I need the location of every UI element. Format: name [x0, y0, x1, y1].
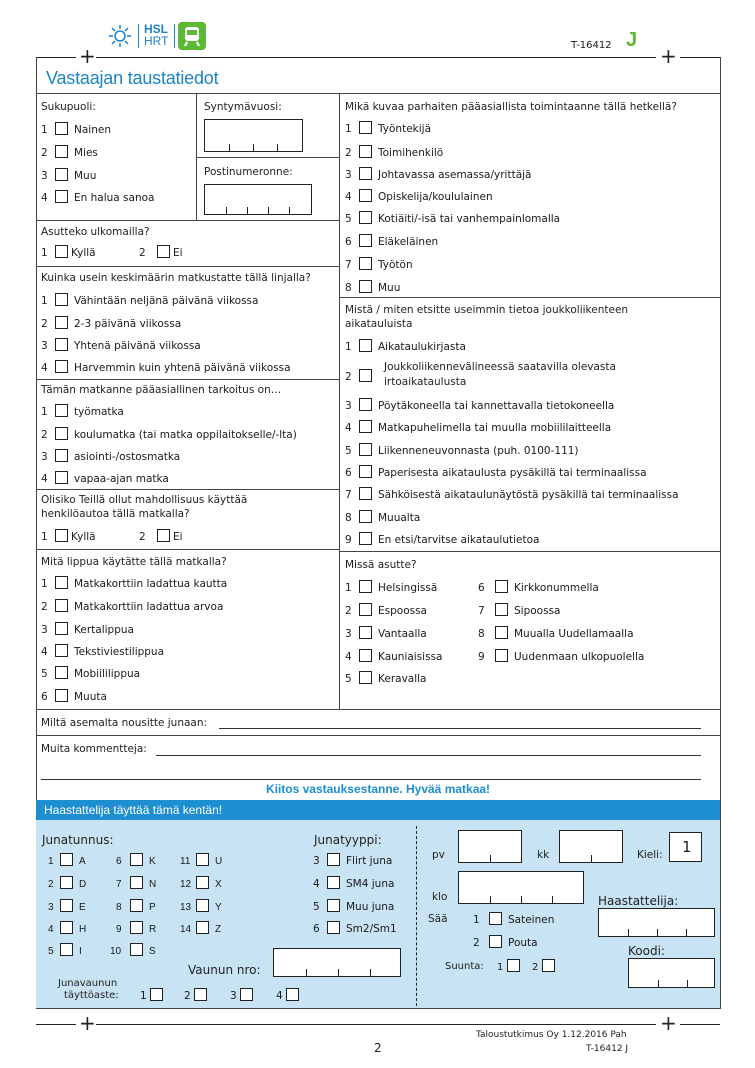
crop-mark: + — [79, 1011, 96, 1035]
direction-option-1[interactable]: 1 — [497, 959, 526, 973]
info-option-2-line2: irtoaikataulusta — [384, 376, 467, 388]
interviewer-label: Haastattelija: — [598, 894, 679, 908]
ticket-option-2[interactable]: 2 Matkakorttiin ladattua arvoa — [41, 601, 224, 613]
activity-option-6[interactable]: 6 Eläkeläinen — [345, 236, 439, 248]
crop-mark: + — [660, 44, 677, 68]
train-type-label: Junatyyppi: — [314, 833, 382, 847]
train-id-7[interactable]: 7 N — [116, 876, 156, 890]
postcode-field[interactable] — [204, 184, 312, 215]
residence-option-7[interactable]: 7 Sipoossa — [478, 605, 561, 617]
residence-option-1[interactable]: 1 Helsingissä — [345, 582, 438, 594]
purpose-option-3[interactable]: 3 asiointi-/ostosmatka — [41, 451, 181, 463]
ticket-option-6[interactable]: 6 Muuta — [41, 691, 107, 703]
frequency-option-1[interactable]: 1 Vähintään neljänä päivänä viikossa — [41, 295, 259, 307]
direction-label: Suunta: — [445, 961, 484, 972]
car-number-label: Vaunun nro: — [188, 963, 261, 977]
car-number-field[interactable] — [273, 948, 401, 977]
car-yes[interactable]: 1 Kyllä — [41, 531, 96, 543]
car-no[interactable]: 2 Ei — [139, 531, 183, 543]
code-label: Koodi: — [628, 944, 665, 958]
gender-question: Sukupuoli: — [41, 101, 96, 113]
car-question-line1: Olisiko Teillä ollut mahdollisuus käyttää — [41, 494, 248, 506]
code-field[interactable] — [628, 958, 715, 988]
activity-option-8[interactable]: 8 Muu — [345, 282, 401, 294]
interviewer-header: Haastattelija täyttää tämä kentän! — [36, 800, 720, 820]
info-option-8[interactable]: 8 Muualta — [345, 512, 421, 524]
gender-option-2[interactable]: 2 Mies — [41, 147, 98, 159]
klo-field[interactable] — [458, 871, 584, 904]
activity-option-5[interactable]: 5 Kotiäiti/-isä tai vanhempainlomalla — [345, 213, 561, 225]
train-id-5[interactable]: 5 I — [48, 943, 82, 957]
train-type-5[interactable]: 5 Muu juna — [313, 901, 395, 913]
activity-option-3[interactable]: 3 Johtavassa asemassa/yrittäjä — [345, 169, 532, 181]
weather-label: Sää — [428, 913, 448, 925]
train-id-8[interactable]: 8 P — [116, 899, 156, 913]
train-id-9[interactable]: 9 R — [116, 921, 156, 935]
pv-field[interactable] — [458, 830, 522, 863]
train-id-1[interactable]: 1 A — [48, 853, 86, 867]
info-option-5[interactable]: 5 Liikenneneuvonnasta (puh. 0100-111) — [345, 445, 579, 457]
info-option-3[interactable]: 3 Pöytäkoneella tai kannettavalla tietokoneella — [345, 400, 615, 412]
residence-option-9[interactable]: 9 Uudenmaan ulkopuolella — [478, 651, 645, 663]
info-option-9[interactable]: 9 En etsi/tarvitse aikataulutietoa — [345, 534, 540, 546]
station-answer-line[interactable] — [219, 728, 701, 729]
sun-icon — [108, 24, 132, 48]
residence-question: Missä asutte? — [345, 559, 417, 571]
postcode-label: Postinumeronne: — [204, 166, 293, 178]
gender-option-1[interactable]: 1 Nainen — [41, 124, 111, 136]
abroad-no[interactable]: 2 Ei — [139, 247, 183, 259]
info-question-line2: aikatauluista — [345, 318, 413, 330]
form-code: T-16412 — [571, 40, 612, 51]
train-id-14[interactable]: 14 Z — [180, 921, 221, 935]
info-option-7[interactable]: 7 Sähköisestä aikataulunäytöstä pysäkillä tai terminaalissa — [345, 489, 679, 501]
footer-company: Taloustutkimus Oy 1.12.2016 Pah — [476, 1030, 627, 1040]
birth-year-label: Syntymävuosi: — [204, 101, 282, 113]
kieli-value: 1 — [682, 838, 692, 856]
abroad-question: Asutteko ulkomailla? — [41, 226, 150, 238]
train-type-6[interactable]: 6 Sm2/Sm1 — [313, 923, 397, 935]
occupancy-1[interactable]: 1 — [140, 988, 169, 1002]
direction-option-2[interactable]: 2 — [532, 959, 561, 973]
gender-option-3[interactable]: 3 Muu — [41, 170, 97, 182]
train-type-4[interactable]: 4 SM4 juna — [313, 878, 395, 890]
frequency-option-4[interactable]: 4 Harvemmin kuin yhtenä päivänä viikossa — [41, 362, 291, 374]
info-option-1[interactable]: 1 Aikataulukirjasta — [345, 341, 466, 353]
page-number: 2 — [374, 1041, 382, 1055]
frequency-question: Kuinka usein keskimäärin matkustatte tällä linjalla? — [41, 272, 311, 284]
residence-option-5[interactable]: 5 Keravalla — [345, 673, 427, 685]
frequency-option-3[interactable]: 3 Yhtenä päivänä viikossa — [41, 340, 201, 352]
train-id-2[interactable]: 2 D — [48, 876, 86, 890]
occupancy-label-2: täyttöaste: — [64, 990, 119, 1001]
train-icon — [178, 22, 206, 50]
weather-option-2[interactable]: 2 Pouta — [473, 937, 538, 949]
info-option-2[interactable]: 2 — [345, 369, 378, 383]
kk-label: kk — [537, 849, 550, 861]
residence-option-6[interactable]: 6 Kirkkonummella — [478, 582, 599, 594]
pv-label: pv — [432, 849, 445, 861]
train-id-label: Junatunnus: — [42, 833, 114, 847]
kieli-label: Kieli: — [637, 849, 663, 861]
purpose-option-2[interactable]: 2 koulumatka (tai matka oppilaitokselle/-lta) — [41, 429, 297, 441]
train-id-13[interactable]: 13 Y — [180, 899, 222, 913]
purpose-question: Tämän matkanne pääasiallinen tarkoitus on… — [41, 384, 282, 396]
train-id-6[interactable]: 6 K — [116, 853, 156, 867]
gender-option-4[interactable]: 4 En halua sanoa — [41, 192, 155, 204]
purpose-option-4[interactable]: 4 vapaa-ajan matka — [41, 473, 169, 485]
birth-year-field[interactable] — [204, 119, 303, 152]
comments-answer-line-2[interactable] — [41, 779, 701, 780]
section-title: Vastaajan taustatiedot — [46, 68, 219, 88]
ticket-option-3[interactable]: 3 Kertalippua — [41, 624, 134, 636]
info-question-line1: Mistä / miten etsitte useimmin tietoa joukkoliikenteen — [345, 304, 629, 316]
klo-label: klo — [432, 891, 448, 903]
purpose-option-1[interactable]: 1 työmatka — [41, 406, 124, 418]
activity-option-1[interactable]: 1 Työntekijä — [345, 123, 431, 135]
station-question: Miltä asemalta nousitte junaan: — [41, 717, 208, 729]
comments-answer-line-1[interactable] — [156, 755, 701, 756]
comments-question: Muita kommentteja: — [41, 743, 147, 755]
crop-mark: + — [79, 44, 96, 68]
ticket-option-1[interactable]: 1 Matkakorttiin ladattua kautta — [41, 578, 228, 590]
crop-mark: + — [660, 1011, 677, 1035]
frequency-option-2[interactable]: 2 2-3 päivänä viikossa — [41, 318, 182, 330]
train-id-4[interactable]: 4 H — [48, 921, 86, 935]
occupancy-3[interactable]: 3 — [230, 988, 259, 1002]
residence-option-8[interactable]: 8 Muualla Uudellamaalla — [478, 628, 634, 640]
thanks-text: Kiitos vastauksestanne. Hyvää matkaa! — [265, 782, 491, 796]
activity-option-4[interactable]: 4 Opiskelija/koululainen — [345, 191, 493, 203]
info-option-4[interactable]: 4 Matkapuhelimella tai muulla mobiililaitteella — [345, 422, 612, 434]
residence-option-2[interactable]: 2 Espoossa — [345, 605, 427, 617]
train-type-3[interactable]: 3 Flirt juna — [313, 855, 393, 867]
logo-hsl-text: HSL — [144, 22, 168, 36]
abroad-yes[interactable]: 1 Kyllä — [41, 247, 96, 259]
residence-option-4[interactable]: 4 Kauniaisissa — [345, 651, 443, 663]
interviewer-field[interactable] — [598, 908, 715, 937]
occupancy-4[interactable]: 4 — [276, 988, 305, 1002]
occupancy-label-1: Junavaunun — [58, 978, 118, 989]
footer-code: T-16412 J — [586, 1044, 629, 1054]
occupancy-2[interactable]: 2 — [184, 988, 213, 1002]
activity-question: Mikä kuvaa parhaiten pääasiallista toimintaanne tällä hetkellä? — [345, 101, 677, 113]
ticket-question: Mitä lippua käytätte tällä matkalla? — [41, 556, 227, 568]
kk-field[interactable] — [559, 830, 623, 863]
info-option-6[interactable]: 6 Paperisesta aikataulusta pysäkillä tai terminaalissa — [345, 467, 647, 479]
activity-option-2[interactable]: 2 Toimihenkilö — [345, 147, 444, 159]
train-id-12[interactable]: 12 X — [180, 876, 222, 890]
ticket-option-5[interactable]: 5 Mobiililippua — [41, 668, 141, 680]
activity-option-7[interactable]: 7 Työtön — [345, 259, 413, 271]
residence-option-3[interactable]: 3 Vantaalla — [345, 628, 427, 640]
info-option-2-line1: Joukkoliikennevälineessä saatavilla olevasta — [384, 361, 616, 373]
train-id-3[interactable]: 3 E — [48, 899, 86, 913]
train-id-10[interactable]: 10 S — [110, 943, 156, 957]
car-question-line2: henkilöautoa tällä matkalla? — [41, 508, 190, 520]
ticket-option-4[interactable]: 4 Tekstiviestilippua — [41, 646, 165, 658]
train-id-11[interactable]: 11 U — [180, 853, 222, 867]
hsl-logo — [108, 22, 213, 52]
logo-hrt-text: HRT — [144, 34, 169, 48]
form-letter: J — [626, 29, 638, 51]
weather-option-1[interactable]: 1 Sateinen — [473, 914, 555, 926]
